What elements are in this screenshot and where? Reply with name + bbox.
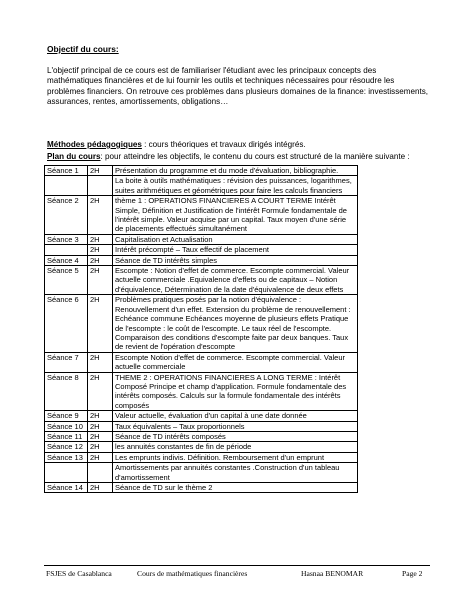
seance-cell: Séance 14 [45,483,88,493]
objectif-paragraph: L'objectif principal de ce cours est de familiariser l'étudiant avec les principaux concepts des mathématiques financières et de lui fournir les outils et techniques nécessaires pour résoudre les problèmes financiers. On retrouve ces problèmes dans plusieurs domaines de la finance: investissements, assurances, rentes, amortissements, obligations… [47,66,429,106]
seance-cell [45,245,88,255]
table-row [45,196,358,235]
content-cell: Problèmes pratiques posés par la notion d'équivalence : Renouvellement d'un effet. Extension du problème de renouvellement : Echéance commune Echéances moyenne de plusieurs effets Pratique de l'escompte : le coût de l'escompte. Le taux réel de l'escompte. Comparaison des conditions d'escompte faite par deux banques. Taux de revient de l'opération d'escompte [113,295,358,352]
content-cell: La boite à outils mathématiques : révision des puissances, logarithmes, suites arithmétiques et géométriques pour faire les calculs financiers [113,176,358,196]
content-cell: Capitalisation et Actualisation [113,234,358,244]
table-row [45,463,358,483]
seance-cell: Séance 6 [45,295,88,352]
duration-cell: 2H [88,442,113,452]
objectif-heading: Objectif du cours: [47,44,119,54]
table-row [45,266,358,295]
duration-cell: 2H [88,452,113,462]
seance-cell: Séance 9 [45,411,88,421]
seance-cell: Séance 13 [45,452,88,462]
content-cell: THEME 2 : OPERATIONS FINANCIERES A LONG TERME : Intérêt Composé Principe et champ d'application. Formule fondamentale des intérêts composés. Calculs sur la formule fondamentale des intérêts composés [113,372,358,411]
seance-cell [45,176,88,196]
duration-cell: 2H [88,411,113,421]
table-row [45,176,358,196]
content-cell: Valeur actuelle, évaluation d'un capital à une date donnée [113,411,358,421]
content-cell: Escompte Notion d'effet de commerce. Escompte commercial. Valeur actuelle commerciale [113,352,358,372]
footer-course: Cours de mathématiques financières [137,569,248,578]
plan-label: Plan du cours [47,152,101,161]
table-row [45,372,358,411]
page-footer [44,565,430,578]
duration-cell: 2H [88,372,113,411]
seance-cell: Séance 2 [45,196,88,235]
course-plan-table [44,165,358,493]
content-cell: Séance de TD sur le thème 2 [113,483,358,493]
duration-cell: 2H [88,483,113,493]
content-cell: Séance de TD intérêts composés [113,431,358,441]
table-row [45,166,358,176]
content-cell: Taux équivalents – Taux proportionnels [113,421,358,431]
duration-cell: 2H [88,431,113,441]
duration-cell: 2H [88,255,113,265]
seance-cell: Séance 4 [45,255,88,265]
seance-cell: Séance 11 [45,431,88,441]
duration-cell: 2H [88,352,113,372]
duration-cell: 2H [88,266,113,295]
duration-cell: 2H [88,295,113,352]
seance-cell: Séance 5 [45,266,88,295]
methodes-label: Méthodes pédagogiques [47,140,142,149]
duration-cell [88,463,113,483]
seance-cell: Séance 1 [45,166,88,176]
duration-cell: 2H [88,166,113,176]
content-cell: thème 1 : OPERATIONS FINANCIERES A COURT TERME Intérêt Simple, Définition et Justification de l'intérêt Formule fondamentale de l'intérêt simple. Valeur acquise par un capital. Taux moyen d'une série de placements effectués simultanément [113,196,358,235]
content-cell: Escompte : Notion d'effet de commerce. Escompte commercial. Valeur actuelle commerciale .Equivalence d'effets ou de capitaux – Notion d'équivalence, Détermination de la date d'équivalence de deux effets [113,266,358,295]
seance-cell: Séance 8 [45,372,88,411]
plan-line [47,152,447,162]
content-cell: Amortissements par annuités constantes .Construction d'un tableau d'amortissement [113,463,358,483]
content-cell: Séance de TD intérêts simples [113,255,358,265]
footer-institution: FSJES de Casablanca [46,569,112,578]
content-cell: Intérêt précompté – Taux effectif de placement [113,245,358,255]
plan-text: : pour atteindre les objectifs, le contenu du cours est structuré de la manière suivante : [100,152,410,161]
seance-cell: Séance 7 [45,352,88,372]
table-row [45,411,358,421]
methodes-text: : cours théoriques et travaux dirigés intégrés. [141,140,306,149]
duration-cell: 2H [88,196,113,235]
footer-author: Hasnaa BENOMAR [301,569,364,578]
duration-cell [88,176,113,196]
content-cell: Les emprunts indivis. Définition. Remboursement d'un emprunt [113,452,358,462]
duration-cell: 2H [88,234,113,244]
table-row [45,483,358,493]
table-row [45,245,358,255]
table-row [45,295,358,352]
methodes-line [47,140,447,150]
seance-cell [45,463,88,483]
duration-cell: 2H [88,245,113,255]
table-row [45,421,358,431]
content-cell: les annuités constantes de fin de période [113,442,358,452]
seance-cell: Séance 3 [45,234,88,244]
footer-page-number: Page 2 [402,569,423,578]
table-row [45,431,358,441]
table-row [45,442,358,452]
seance-cell: Séance 12 [45,442,88,452]
table-row [45,255,358,265]
duration-cell: 2H [88,421,113,431]
table-row [45,234,358,244]
seance-cell: Séance 10 [45,421,88,431]
table-row [45,452,358,462]
table-row [45,352,358,372]
content-cell: Présentation du programme et du mode d'évaluation, bibliographie. [113,166,358,176]
